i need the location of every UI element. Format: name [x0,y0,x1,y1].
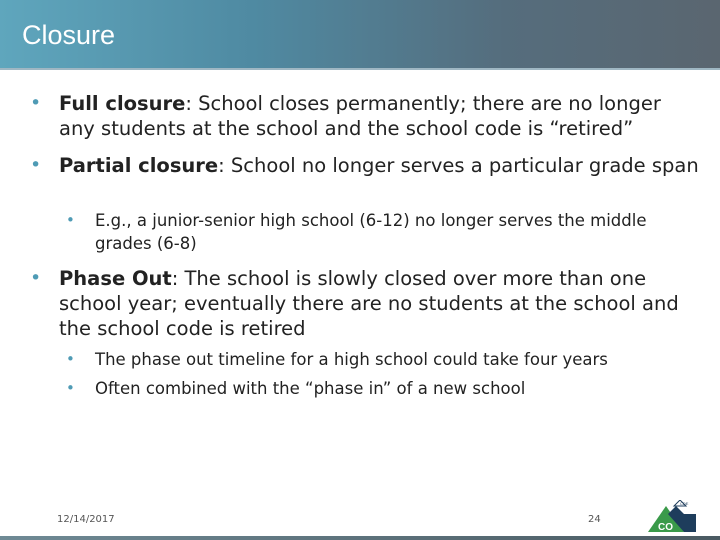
bullet-term: Phase Out [59,267,172,290]
bullet-term: Partial closure [59,154,219,177]
footer-date: 12/14/2017 [57,514,115,525]
bullet-dot: • [66,211,75,229]
logo-small-text: CDE [680,501,689,506]
bullet-term: Full closure [59,92,186,115]
bullet-dot: • [30,267,42,289]
logo-text: CO [658,522,673,533]
page-number: 24 [588,514,601,525]
bullet-text: : The school is slowly closed over more than one school year; eventually there are no students at the school and the school code is retired [59,267,679,340]
bullet-text: : School closes permanently; there are no longer any students at the school and the school code is “retired” [59,92,661,140]
sub-bullet-text: Often combined with the “phase in” of a new school [95,379,526,398]
bullet-dot: • [30,154,42,176]
bullet-dot: • [66,350,75,368]
cde-logo-icon [646,500,698,534]
bullet-dot: • [66,379,75,397]
slide-title: Closure [22,20,116,50]
bullet-dot: • [30,92,42,114]
sub-bullet-text: E.g., a junior-senior high school (6-12) no longer serves the middle grades (6-8) [95,211,647,253]
sub-bullet-text: The phase out timeline for a high school could take four years [95,350,608,369]
bottom-border [0,536,720,540]
bullet-text: : School no longer serves a particular grade span [218,154,699,177]
